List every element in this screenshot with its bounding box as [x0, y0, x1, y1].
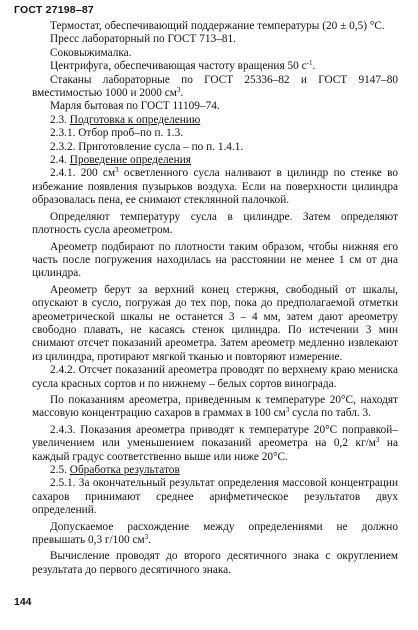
- equipment-thermostat: Термостат, обеспечивающий поддержание температуры (20 ± 0,5) °С.: [50, 20, 385, 32]
- clause-2-4-3: 2.4.3. Показания ареометра приводят к температуре 20°С поправкой–увеличением или уменьшением показаний ареометра на 0,2 $кг/м^3$ на каждый градус соответственно выше или ниже 20°С.: [32, 423, 398, 463]
- equipment-beakers: Стаканы лабораторные по ГОСТ 25336–82 и ГОСТ 9147–80 вместимостью 1000 и 2000 $см^3$.: [32, 73, 398, 100]
- equipment-press: Пресс лабораторный по ГОСТ 713–81.: [50, 33, 237, 46]
- clause-2-3-1: 2.3.1. Отбор проб–по п. 1.3.: [50, 127, 184, 140]
- paragraph-rounding: Вычисление проводят до второго десятичного знака с округлением результата до первого десятичного знака.: [32, 550, 398, 576]
- paragraph-hydrometer-use: Ареометр берут за верхний конец стержня, свободный от шкалы, опускают в сусло, погружая до тех пор, пока до предполагаемой отметки ареометрической шкалы не останется 3 – 4 мм, затем дают ареометру свободно плавать, не касаясь стенок цилиндра. По истечении 3 мин снимают отсчет показаний ареометра. Затем ареометр медленно извлекают из цилиндра, протирают мягкой тканью и повторяют измерение.: [32, 283, 398, 363]
- clause-2-3-2: 2.3.2. Приготовление сусла – по п. 1.4.1.: [50, 140, 244, 153]
- equipment-juicer: Соковыжималка.: [50, 46, 132, 59]
- equipment-centrifuge: Центрифуга, обеспечивающая частоту вращения 50 $с^{-1}$.: [50, 59, 316, 73]
- page-number: 144: [14, 596, 32, 608]
- document-header: ГОСТ 27198–87: [14, 4, 94, 16]
- section-heading-results: 2.5. Обработка результатов: [50, 464, 180, 476]
- section-heading-preparation: 2.3. Подготовка к определению: [50, 113, 201, 126]
- paragraph-concentration: По показаниям ареометра, приведенным к температуре 20°С, находят массовую концентрацию сахаров в граммах в 100 $см^3$ сусла по табл. 3.: [32, 393, 398, 420]
- clause-2-4-2: 2.4.2. Отсчет показаний ареометра проводят по верхнему краю мениска сусла красных сортов и по нижнему – белых сортов винограда.: [32, 364, 398, 390]
- paragraph-tolerance: Допускаемое расхождение между определениями не должно превышать 0,3 г/100 $см^3$.: [32, 520, 398, 547]
- paragraph-hydrometer-select: Ареометр подбирают по плотности таким образом, чтобы нижняя его часть после погружения находилась на расстоянии не менее 1 см от дна цилиндра.: [32, 240, 398, 280]
- clause-2-4-1: 2.4.1. 200 $см^3$ осветленного сусла наливают в цилиндр по стенке во избежание появления пузырьков воздуха. Если на поверхности цилиндра образовалась пена, ее снимают стеклянной палочкой.: [32, 166, 398, 207]
- equipment-gauze: Марля бытовая по ГОСТ 11109–74.: [50, 100, 220, 113]
- clause-2-5-1: 2.5.1. За окончательный результат определения массовой концентрации сахаров принимают среднее арифметическое результатов двух определений.: [32, 477, 398, 517]
- section-heading-procedure: 2.4. Проведение определения: [50, 154, 191, 167]
- document-body: [32, 20, 398, 577]
- paragraph-temperature: Определяют температуру сусла в цилиндре. Затем определяют плотность сусла ареометром.: [32, 210, 398, 237]
